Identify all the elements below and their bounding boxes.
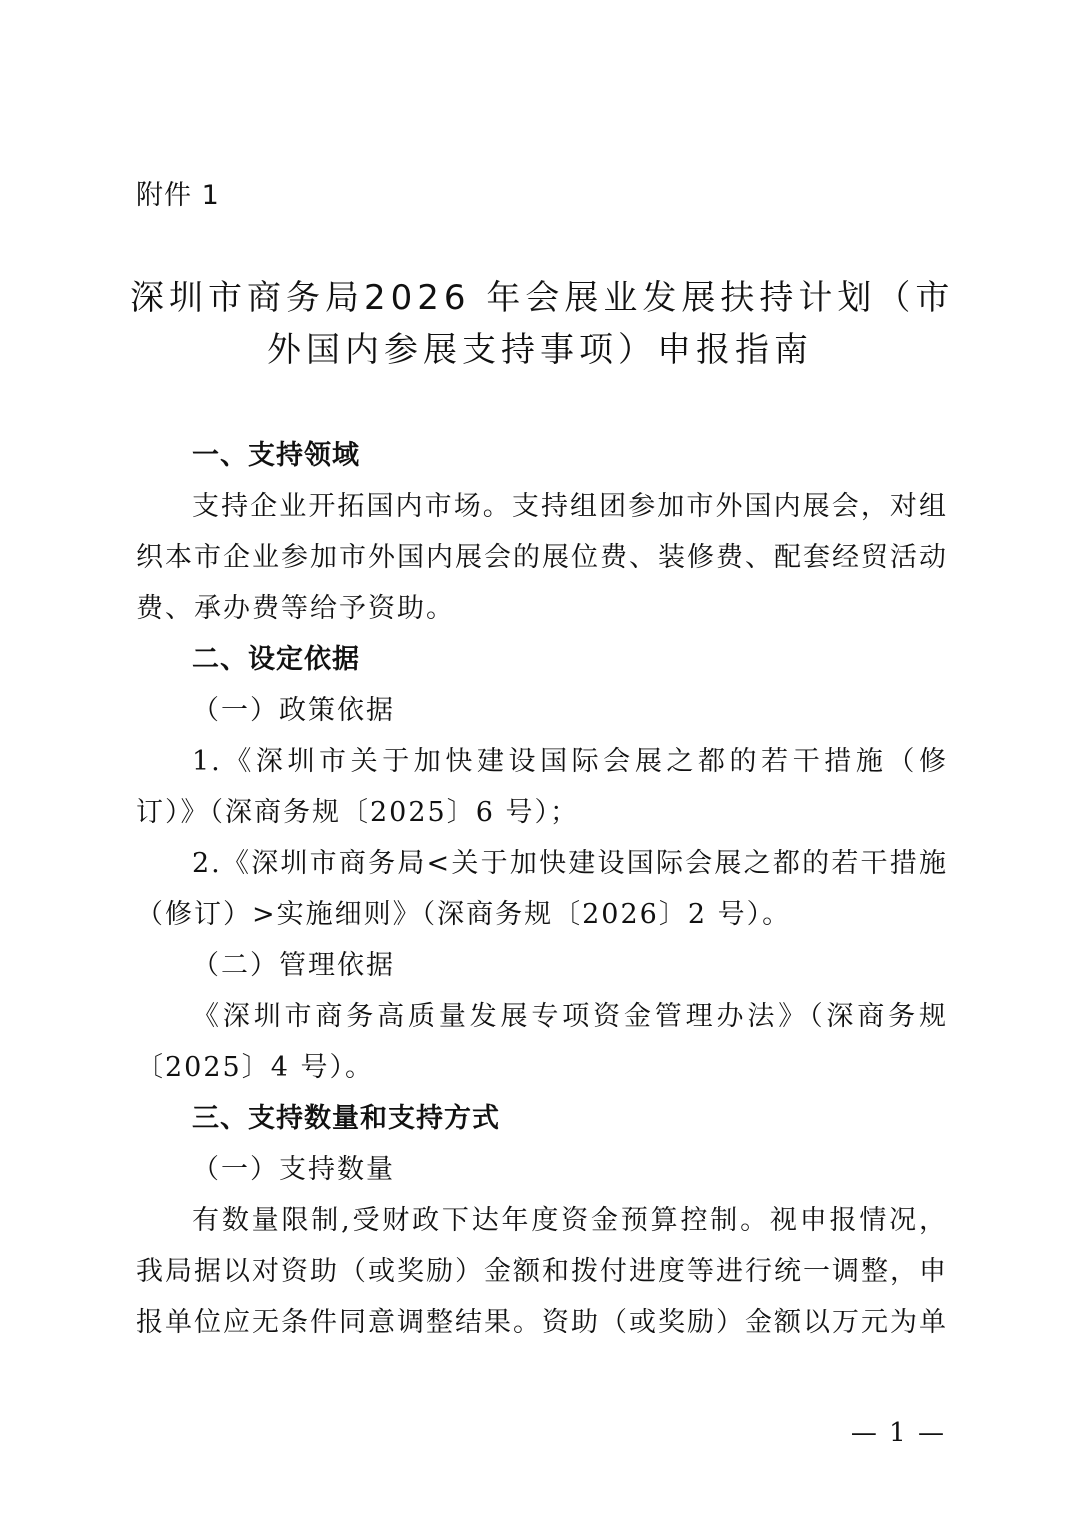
document-body <box>136 430 948 1348</box>
management-basis-item: 《深圳市商务高质量发展专项资金管理办法》（深商务规〔2025〕4 号）。 <box>136 1001 948 1083</box>
subheading-policy-basis: （一）政策依据 <box>192 695 395 726</box>
document-title <box>130 272 955 376</box>
page-number: — 1 — <box>850 1418 946 1448</box>
document-title-line-2: 外国内参展支持事项）申报指南 <box>267 330 813 370</box>
subheading-management-basis: （二）管理依据 <box>192 950 395 981</box>
support-areas-paragraph: 支持企业开拓国内市场。支持组团参加市外国内展会，对组织本市企业参加市外国内展会的展位费、装修费、配套经贸活动费、承办费等给予资助。 <box>136 491 948 624</box>
attachment-label: 附件 1 <box>136 180 220 211</box>
policy-basis-item-1: 1.《深圳市关于加快建设国际会展之都的若干措施（修订）》（深商务规〔2025〕6 号）； <box>136 746 948 828</box>
section-heading-basis: 二、设定依据 <box>192 644 360 675</box>
document-title-line-1: 深圳市商务局2026 年会展业发展扶持计划（市 <box>130 278 955 318</box>
subheading-support-quantity: （一）支持数量 <box>192 1154 395 1185</box>
section-heading-support-areas: 一、支持领域 <box>192 440 360 471</box>
support-quantity-paragraph: 有数量限制,受财政下达年度资金预算控制。视申报情况，我局据以对资助（或奖励）金额和拨付进度等进行统一调整，申报单位应无条件同意调整结果。资助（或奖励）金额以万元为单 <box>136 1205 948 1338</box>
policy-basis-item-2: 2.《深圳市商务局<关于加快建设国际会展之都的若干措施（修订）>实施细则》（深商务规〔2026〕2 号）。 <box>136 848 948 930</box>
section-heading-quantity-method: 三、支持数量和支持方式 <box>192 1103 500 1134</box>
